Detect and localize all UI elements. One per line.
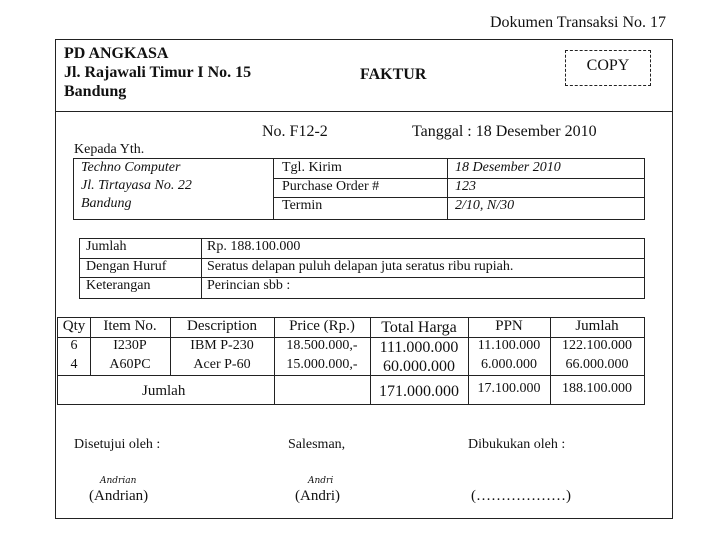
row-divider [58, 375, 644, 376]
table-cell-description: IBM P-230 [190, 338, 254, 353]
table-cell-total-harga: 111.000.000 [379, 339, 459, 356]
column-header-price: Price (Rp.) [289, 318, 355, 334]
company-block [64, 44, 251, 101]
bookkeeper-name: (………………) [471, 488, 571, 504]
table-cell-jumlah: 122.100.000 [562, 338, 632, 353]
total-harga: 171.000.000 [379, 383, 459, 400]
approver-name: (Andrian) [89, 488, 149, 504]
table-cell-ppn: 11.100.000 [477, 338, 541, 353]
recipient-name: Techno Computer [81, 160, 181, 175]
column-header-description: Description [187, 318, 257, 334]
column-divider [201, 239, 202, 298]
header-divider [55, 111, 673, 112]
invoice-date: Tanggal : 18 Desember 2010 [412, 123, 597, 140]
table-cell-qty: 4 [70, 357, 78, 372]
recorded-by-label: Dibukukan oleh : [468, 437, 566, 452]
shipping-value: 2/10, N/30 [455, 198, 515, 213]
table-cell-description: Acer P-60 [193, 357, 251, 372]
company-address: Jl. Rajawali Timur I No. 15 [64, 64, 252, 81]
column-header-item-no: Item No. [103, 318, 157, 334]
items-table [57, 317, 645, 405]
document-label: Dokumen Transaksi No. 17 [489, 14, 666, 31]
recipient-address: Jl. Tirtayasa No. 22 [81, 178, 192, 193]
invoice-number: No. F12-2 [262, 123, 328, 140]
document-title: FAKTUR [360, 66, 427, 83]
salesman-name: (Andri) [295, 488, 340, 504]
amount-label: Dengan Huruf [86, 259, 167, 274]
shipping-value: 18 Desember 2010 [455, 160, 561, 175]
table-cell-price: 18.500.000,- [286, 338, 358, 353]
table-cell-item-no: I230P [113, 338, 147, 353]
total-ppn: 17.100.000 [477, 381, 541, 396]
salesman-label: Salesman, [288, 437, 346, 452]
table-cell-jumlah: 66.000.000 [565, 357, 629, 372]
amount-in-words: Seratus delapan puluh delapan juta seratus ribu rupiah. [207, 259, 514, 274]
table-cell-total-harga: 60.000.000 [383, 358, 455, 375]
column-header-jumlah: Jumlah [575, 318, 619, 334]
signature-andri: Andri [308, 476, 334, 486]
shipping-value: 123 [455, 179, 476, 194]
shipping-label: Purchase Order # [282, 179, 380, 194]
column-divider [273, 159, 274, 219]
recipient-city: Bandung [81, 196, 132, 211]
recipient-shipping-box [73, 158, 645, 220]
approved-by-label: Disetujui oleh : [74, 437, 161, 452]
recipient-heading: Kepada Yth. [74, 142, 145, 157]
table-cell-qty: 6 [70, 338, 78, 353]
amount-box [79, 238, 645, 299]
column-divider [447, 159, 448, 219]
amount-label: Keterangan [86, 278, 151, 293]
column-header-ppn: PPN [495, 318, 523, 334]
amount-note: Perincian sbb : [207, 278, 291, 293]
total-label: Jumlah [142, 383, 186, 399]
table-cell-price: 15.000.000,- [286, 357, 358, 372]
copy-stamp: COPY [565, 50, 651, 86]
company-name: PD ANGKASA [64, 45, 169, 62]
total-jumlah: 188.100.000 [562, 381, 632, 396]
shipping-label: Tgl. Kirim [282, 160, 342, 175]
company-city: Bandung [64, 83, 127, 100]
row-divider [80, 277, 644, 278]
column-header-qty: Qty [62, 318, 86, 334]
table-cell-ppn: 6.000.000 [481, 357, 537, 372]
shipping-label: Termin [282, 198, 323, 213]
amount-value: Rp. 188.100.000 [207, 239, 301, 254]
amount-label: Jumlah [86, 239, 127, 254]
column-header-total-harga: Total Harga [381, 319, 457, 336]
signature-andrian: Andrian [100, 476, 137, 486]
table-cell-item-no: A60PC [109, 357, 151, 372]
